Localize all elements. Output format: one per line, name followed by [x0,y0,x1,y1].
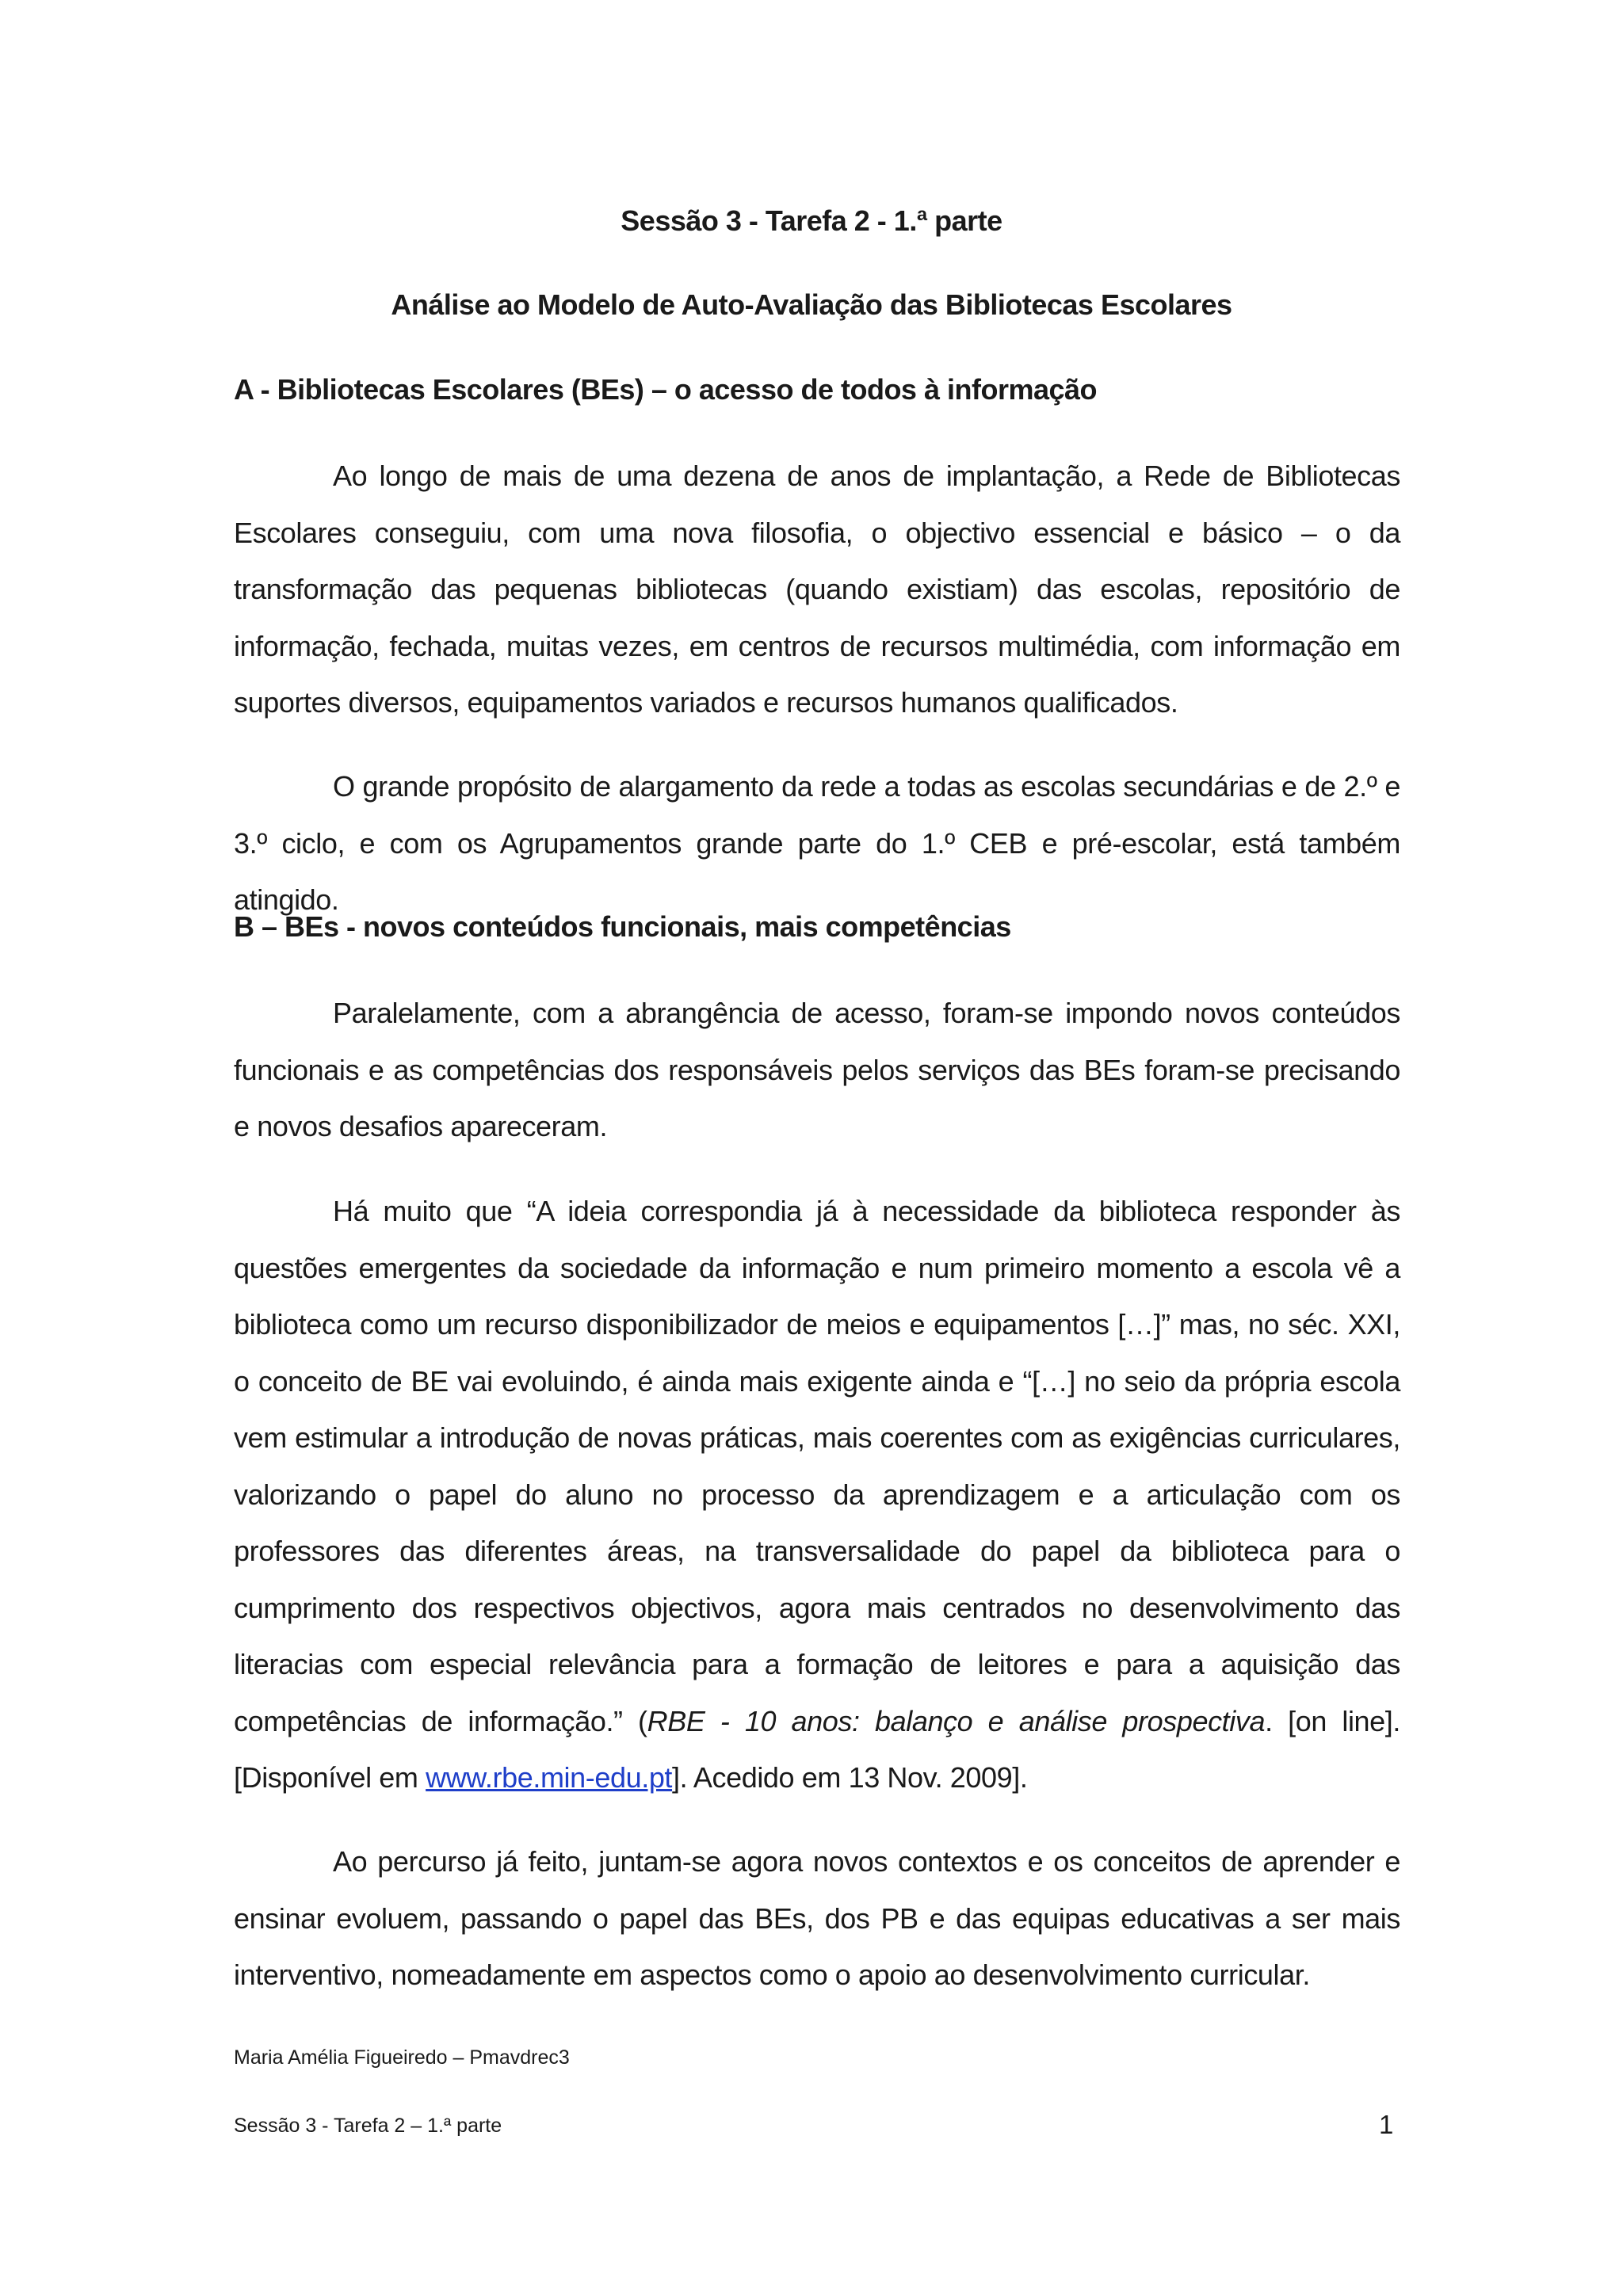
document-subtitle: Análise ao Modelo de Auto-Avaliação das Bibliotecas Escolares [391,288,1232,321]
footer-author: Maria Amélia Figueiredo – Pmavdrec3 [234,2046,570,2069]
section-a-paragraph-2: O grande propósito de alargamento da rede a todas as escolas secundárias e de 2.º e 3.º ciclo, e com os Agrupamentos grande parte do 1.º CEB e pré-escolar, está também atingido. [234,770,1400,916]
document-title: Sessão 3 - Tarefa 2 - 1.ª parte [621,204,1002,237]
quote-text: Há muito que “A ideia correspondia já à necessidade da biblioteca responder às questões emergentes da sociedade da informação e num primeiro momento a escola vê a biblioteca como um recurso disponibilizador de meios e equipamentos […]” mas, no séc. XXI, o conceito de BE vai evoluindo, é ainda mais exigente ainda e “[…] no seio da própria escola vem estimular a introdução de novas práticas, mais coerentes com as exigências curriculares, valorizando o papel do aluno no processo da aprendizagem e a articulação com os professores das diferentes áreas, na transversalidade do papel da biblioteca para o cumprimento dos respectivos objectivos, agora mais centrados no desenvolvimento das literacias com especial relevância para a formação de leitores e para a aquisição das competências de informação.” ( [234,1195,1400,1737]
citation-mid: . [on line]. [Disponível em [234,1704,1400,1794]
section-a-paragraph-1: Ao longo de mais de uma dezena de anos de implantação, a Rede de Bibliotecas Escolares conseguiu, com uma nova filosofia, o objectivo essencial e básico – o da transformação das pequenas bibliotecas (quando existiam) das escolas, repositório de informação, fechada, muitas vezes, em centros de recursos multimédia, com informação em suportes diversos, equipamentos variados e recursos humanos qualificados. [234,460,1400,719]
citation-title: RBE - 10 anos: balanço e análise prospectiva [647,1704,1266,1737]
rbe-link[interactable]: www.rbe.min-edu.pt [426,1761,673,1794]
citation-end: ]. Acedido em 13 Nov. 2009]. [672,1761,1028,1794]
section-b-paragraph-2 [234,1183,1400,1806]
section-b-paragraph-1: Paralelamente, com a abrangência de acesso, foram-se impondo novos conteúdos funcionais e as competências dos responsáveis pelos serviços das BEs foram-se precisando e novos desafios apareceram. [234,997,1400,1142]
section-a-heading: A - Bibliotecas Escolares (BEs) – o acesso de todos à informação [234,373,1098,406]
footer-session: Sessão 3 - Tarefa 2 – 1.ª parte [234,2115,502,2137]
section-b-heading: B – BEs - novos conteúdos funcionais, mais competências [234,910,1011,943]
page-number: 1 [1379,2110,1394,2139]
section-b-paragraph-3: Ao percurso já feito, juntam-se agora novos contextos e os conceitos de aprender e ensinar evoluem, passando o papel das BEs, dos PB e das equipas educativas a ser mais interventivo, nomeadamente em aspectos como o apoio ao desenvolvimento curricular. [234,1845,1400,1991]
